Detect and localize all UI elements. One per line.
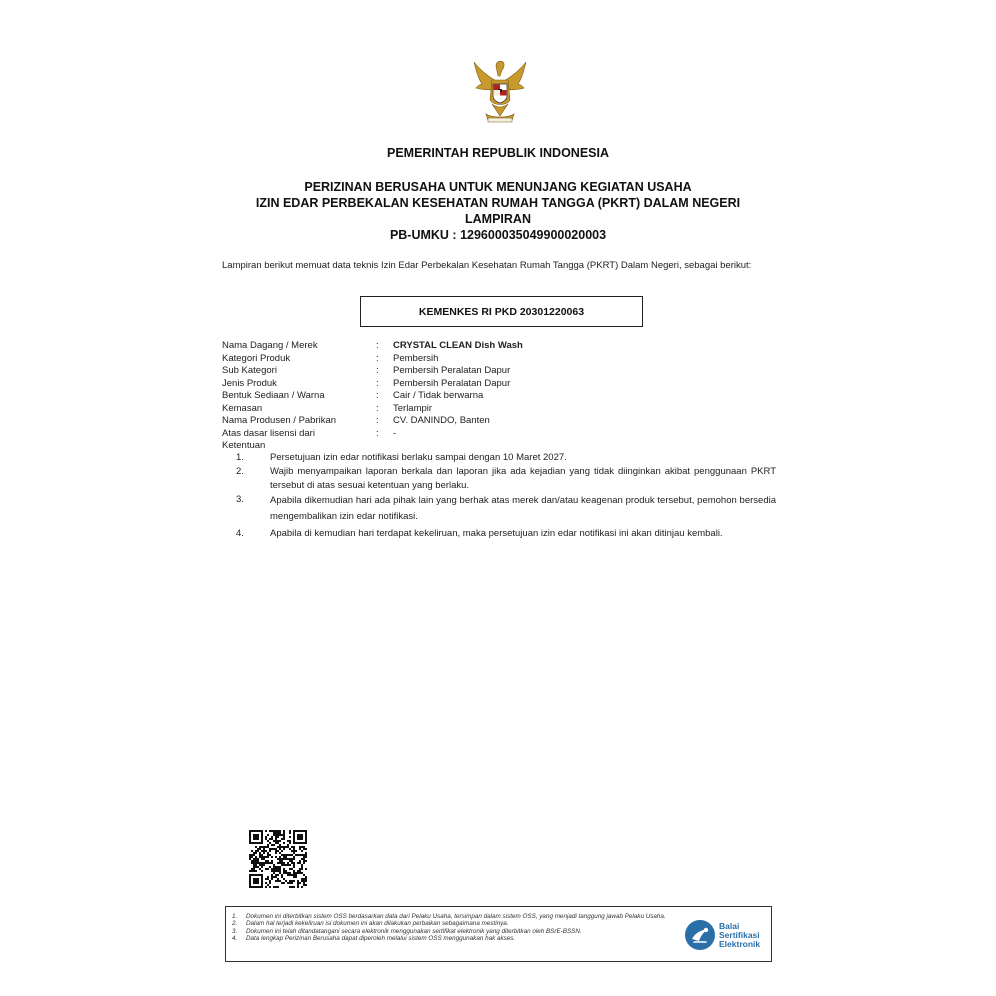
list-number: 3. [236, 494, 244, 505]
field-row [222, 428, 782, 441]
note-number: 3. [232, 927, 238, 935]
field-label: Kategori Produk [222, 352, 291, 364]
note-number: 2. [232, 920, 238, 928]
field-label: Jenis Produk [222, 377, 277, 389]
field-colon: : [376, 415, 379, 426]
list-item [232, 465, 776, 493]
field-value: Terlampir [393, 402, 433, 414]
list-text: Wajib menyampaikan laporan berkala dan laporan jika ada kejadian yang tidak diinginkan akibat penggunaan PKRT tersebut di atas sesuai ketentuan yang berlaku. [270, 466, 776, 491]
document-title-block [0, 179, 996, 243]
list-item [232, 527, 776, 541]
footer-note [232, 928, 692, 935]
field-value: - [393, 427, 397, 439]
list-number: 2. [236, 466, 244, 477]
field-label: Nama Dagang / Merek [222, 340, 318, 351]
list-number: 1. [236, 452, 244, 463]
note-text: Data lengkap Perizinan Berusaha dapat diperoleh melalui sistem OSS menggunakan hak akses. [246, 935, 516, 943]
list-text: Persetujuan izin edar notifikasi berlaku sampai dengan 10 Maret 2027. [270, 452, 567, 463]
field-value: Pembersih [393, 352, 439, 364]
ketentuan-title: Ketentuan [222, 440, 266, 451]
footer-notes [232, 913, 692, 943]
field-label: Sub Kategori [222, 365, 277, 376]
garuda-emblem-icon [470, 60, 530, 126]
bsre-line2: Sertifikasi [719, 929, 760, 940]
qr-code-icon [249, 830, 307, 888]
field-label: Atas dasar lisensi dari [222, 427, 315, 439]
field-row [222, 403, 782, 416]
registration-number: KEMENKES RI PKD 20301220063 [418, 305, 585, 318]
document-title-line3: LAMPIRAN [465, 212, 531, 226]
field-colon: : [376, 377, 379, 389]
product-details [222, 340, 782, 440]
note-number: 4. [232, 935, 238, 943]
document-title-line2: IZIN EDAR PERBEKALAN KESEHATAN RUMAH TANGGA (PKRT) DALAM NEGERI [255, 196, 741, 210]
list-number: 4. [236, 528, 244, 539]
bsre-line1: Balai [719, 920, 740, 931]
field-colon: : [376, 365, 379, 376]
note-number: 1. [232, 913, 238, 920]
bsre-badge [684, 919, 760, 951]
field-value: Pembersih Peralatan Dapur [393, 377, 511, 389]
field-row [222, 390, 782, 403]
field-value: CV. DANINDO, Banten [393, 415, 490, 426]
footer-note [232, 935, 692, 942]
field-value: CRYSTAL CLEAN Dish Wash [393, 340, 523, 351]
ketentuan-list [232, 451, 776, 541]
note-text: Dalam hal terjadi kekeliruan isi dokumen ini akan dilakukan perbaikan sebagaimana mestinya. [246, 920, 509, 928]
field-row [222, 365, 782, 378]
field-value: Pembersih Peralatan Dapur [393, 365, 511, 376]
field-colon: : [376, 390, 379, 401]
field-row [222, 340, 782, 353]
field-label: Nama Produsen / Pabrikan [222, 415, 337, 426]
field-colon: : [376, 427, 379, 439]
field-label: Kemasan [222, 402, 263, 414]
field-colon: : [376, 340, 379, 351]
list-item [232, 493, 776, 525]
document-title-line1: PERIZINAN BERUSAHA UNTUK MENUNJANG KEGIATAN USAHA [304, 180, 692, 194]
government-title: PEMERINTAH REPUBLIK INDONESIA [386, 146, 609, 160]
registration-number-box [360, 296, 643, 327]
bsre-line3: Elektronik [719, 938, 761, 949]
bsre-logo-icon [684, 919, 716, 951]
list-text: Apabila dikemudian hari ada pihak lain yang berhak atas merek dan/atau keagenan produk tersebut, pemohon bersedia mengembalikan izin edar notifikasi. [270, 495, 776, 522]
field-row [222, 353, 782, 366]
field-colon: : [376, 402, 379, 414]
note-text: Dokumen ini telah ditandatangani secara elektronik menggunakan sertifikat elektronik yang diterbitkan oleh BSrE-BSSN. [246, 927, 582, 935]
footer-box [225, 906, 772, 962]
bsre-text [719, 922, 760, 949]
list-text: Apabila di kemudian hari terdapat kekeliruan, maka persetujuan izin edar notifikasi ini akan ditinjau kembali. [270, 528, 723, 539]
field-row [222, 415, 782, 428]
note-text: Dokumen ini diterbitkan sistem OSS berdasarkan data dari Pelaku Usaha, tersimpan dalam sistem OSS, yang menjadi tanggung jawab Pelaku Usaha. [246, 913, 666, 920]
pb-umku-number: PB-UMKU : 129600035049900020003 [389, 228, 607, 242]
field-row [222, 378, 782, 391]
footer-note [232, 920, 692, 927]
field-value: Cair / Tidak berwarna [393, 390, 484, 401]
footer-note [232, 913, 692, 920]
field-label: Bentuk Sediaan / Warna [222, 390, 325, 401]
list-item [232, 451, 776, 465]
field-colon: : [376, 352, 379, 364]
intro-paragraph: Lampiran berikut memuat data teknis Izin Edar Perbekalan Kesehatan Rumah Tangga (PKRT) Dalam Negeri, sebagai berikut: [222, 260, 752, 271]
